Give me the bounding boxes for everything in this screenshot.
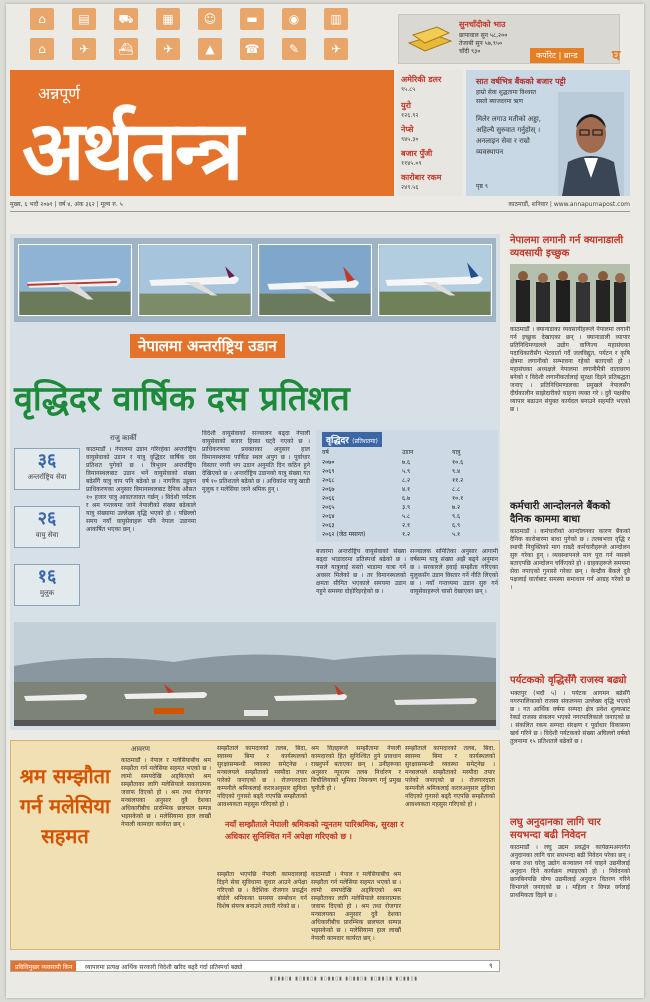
promo-sub: सस्तो ब्याजदरमा ऋण xyxy=(476,98,523,105)
story-body-column: बजारमा अन्तर्राष्ट्रिय वायुसेवाको संख्या बढ्दा भाडादरमा प्रतिस्पर्धा बढेको छ । यसले यात्रुलाई सस्तो भाडामा यात्रा गर्ने अवसर मिलेको छ । तर विमानस्थलको क्षमता सीमित भएकाले समयमा उडान नहुने समस्या दोहोरिइरहेको छ । xyxy=(316,548,406,595)
industry-icon: ▥ xyxy=(324,8,348,30)
factory-icon: ▦ xyxy=(156,8,180,30)
gold-bars-icon xyxy=(405,21,455,57)
story-kicker: नेपालमा अन्तर्राष्ट्रिय उडान xyxy=(130,334,285,358)
story-byline: राजु कार्की xyxy=(110,434,137,442)
growth-table xyxy=(316,430,498,542)
feature-body-column: सम्झौताले कामदारको तलब, बिदा, स्वास्थ्य बिमा र कार्यस्थलको सुरक्षासम्बन्धी व्यवस्था समेट्नेछ । मन्त्रालयले सम्झौताको मस्यौदा तयार पारेको जनाएको छ । रोजगारदाता कम्पनीले श्रमिकलाई करारअनुसार सुविधा नदिएको गुनासो बढ्दै गएपछि सम्झौताको आवश्यकता महसुस गरिएको हो । xyxy=(405,745,495,808)
ship-icon: ⛴ xyxy=(114,38,138,60)
side-story-headline: लघु अनुदानका लागि चार सयभन्दा बढी निवेदन xyxy=(510,817,601,841)
growth-icon: ▲ xyxy=(198,38,222,60)
people-icon: ☺ xyxy=(198,8,222,30)
side-story-headline: कर्मचारी आन्दोलनले बैंकको दैनिक काममा बाधा xyxy=(510,501,611,525)
stat-label: मुलुक xyxy=(39,589,55,597)
lead-story xyxy=(10,234,500,730)
feature-body-column: काठमाडौं । नेपाल र मलेसियाबीच श्रम सम्झौता गर्न मलेसिया सहमत भएको छ । लामो समयदेखि अड्किएको श्रम सम्झौताका लागि मलेसियाले सकारात्मक जवाफ दिएको हो । श्रम तथा रोजगार मन्त्रालयका अनुसार दुवै देशका अधिकारीबीच प्रारम्भिक छलफल सम्पन्न भइसकेको छ । मलेसियामा हाल लाखौं नेपाली कामदार कार्यरत छन् । xyxy=(311,871,401,942)
tools-icon: ✎ xyxy=(282,38,306,60)
promo-body: मिलेर लगाउ मतीको अड्डा, अहिल्यै सुरुवात गर्नुहोस् । अनलाइन सेवा र राम्रो व्यवस्थापन xyxy=(476,115,541,156)
side-story-headline: पर्यटकको वृद्धिसँगै राजस्व बढ्यो xyxy=(510,675,627,686)
promo-title: सात वर्षभित्र बैंकको बजार पट्टी xyxy=(476,77,566,86)
stat-label: वायु सेवा xyxy=(35,531,59,539)
truck-icon: ▬ xyxy=(240,8,264,30)
market-item: बजार पुँजी ११४५.०९ xyxy=(401,149,433,167)
gold-row: तेजाबी सुन ५७,९५० xyxy=(459,40,503,47)
feature-headline: श्रम सम्झौता गर्न मलेसिया सहमत xyxy=(19,764,111,848)
bank-icon: ⌂ xyxy=(30,38,54,60)
table-row: २०६३ २.१ ६.९ xyxy=(322,522,461,529)
table-row: २०६८ ८.२ ११.२ xyxy=(322,477,464,484)
dateline xyxy=(10,200,630,212)
masthead-title: अर्थतन्त्र xyxy=(22,103,241,199)
airplane-photo xyxy=(18,244,132,316)
story-headline: वृद्धिदर वार्षिक दस प्रतिशत xyxy=(14,379,350,419)
gold-row: छापावाल सुन ५८,२०० xyxy=(459,32,508,39)
masthead xyxy=(10,70,394,199)
table-row: २०६४ ५.८ ९.६ xyxy=(322,513,461,520)
market-indicators xyxy=(398,70,462,196)
stat-box xyxy=(14,448,80,490)
story-body-column: काठमाडौं । नेपालमा उडान गरिरहेका अन्तर्राष्ट्रिय वायुसेवाको उडान र यात्रु वृद्धिदर वार्षिक दस प्रतिशत पुगेको छ । त्रिभुवन अन्तर्राष्ट्रिय विमानस्थलबाट उडान भर्ने वायुसेवाको संख्या बढेसँगै यात्रु चाप पनि बढेको छ । नागरिक उड्डयन प्राधिकरणका अनुसार विमानस्थलबाट दैनिक औसत १० हजार यात्रु आवतजावत गर्छन् । विदेशी पर्यटक र श्रम गन्तव्यमा जाने नेपालीको संख्या बढेकाले यात्रु संख्यामा उल्लेख्य वृद्धि भएको हो । पछिल्लो समय नयाँ वायुसेवाहरू पनि नेपाल उडानमा आकर्षित भएका छन् । xyxy=(86,446,196,533)
stat-number: ३६ xyxy=(37,450,57,471)
side-story-body: काठमाडौं । लघु उद्यम प्रवर्द्धन कार्यक्रमअन्तर्गत अनुदानका लागि चार सयभन्दा बढी निवेदन परेका छन् । साना तथा घरेलु उद्योग सञ्चालन गर्न चाहने उद्यमीलाई अनुदान दिने कार्यक्रम ल्याइएको हो । निवेदनको छानबिनपछि योग्य उद्यमीलाई अनुदान वितरण गरिने विभागले जनाएको छ । महिला र विपन्न वर्गलाई प्राथमिकता दिइने छ । xyxy=(510,844,630,899)
side-story-body: काठमाडौं । क्यानाडाका व्यवसायीहरूले नेपालमा लगानी गर्न इच्छुक देखाएका छन् । क्यानाडाली व्यापार प्रतिनिधिमण्डलले उद्योग वाणिज्य महासंघका पदाधिकारीसँग भेटवार्ता गर्दै जलविद्युत, पर्यटन र कृषि क्षेत्रमा लगानीको सम्भावना रहेको बताएको हो । महासंघका अध्यक्षले नेपालमा लगानीमैत्री वातावरण बनेको र विदेशी लगानीकर्तालाई सुरक्षा दिइने प्रतिबद्धता जनाए । प्रतिनिधिमण्डलका प्रमुखले नेपालसँग दीर्घकालीन साझेदारीको चाहना व्यक्त गरे । दुवै पक्षबीच व्यापार बढाउन संयुक्त कार्यदल बनाउने सहमति भएको छ । xyxy=(510,326,630,413)
stat-number: २६ xyxy=(37,508,57,529)
side-story-body: काठमाडौं । कर्मचारीको आन्दोलनका कारण बैंकको दैनिक कारोबारमा बाधा पुगेको छ । तलबभत्ता वृद्धि र स्थायी नियुक्तिको माग राख्दै कर्मचारीहरूले आन्दोलन सुरु गरेका हुन् । व्यवस्थापनले माग पूरा गर्न नसक्ने बताएपछि आन्दोलन चर्किएको हो । ग्राहकहरूले समयमा सेवा नपाएको गुनासो गरेका छन् । केन्द्रीय बैंकले दुवै पक्षलाई वार्ताबाट समस्या समाधान गर्न आग्रह गरेको छ । xyxy=(510,528,630,591)
page-letter: घ xyxy=(612,48,621,64)
market-item: कारोबार रकम २४९.५६ xyxy=(401,173,442,191)
feature-label: आवरण xyxy=(131,745,150,753)
airplane-icon: ✈ xyxy=(324,38,348,60)
business-meeting-photo xyxy=(510,264,630,322)
feature-story xyxy=(10,740,500,950)
table-title: वृद्धिदर (प्रतिशतमा) xyxy=(322,432,382,447)
gold-row: चाँदी ९३० xyxy=(459,48,481,55)
table-row: २०७० ७.६ १०.६ xyxy=(322,459,464,466)
section-icons xyxy=(30,8,370,64)
footer-text: व्यापारमा प्रत्यक्ष आर्थिक सरकारी विदेशी खरिद बढ्दै गर्दा प्रतिस्पर्धा बढ्यो xyxy=(85,964,243,971)
home-icon: ⌂ xyxy=(30,8,54,30)
table-row: २०६९ ५.९ ९.४ xyxy=(322,468,461,475)
table-row: २०६२ (जेठ मसान्त) १.२ ५.१ xyxy=(322,531,461,538)
airplane-photo xyxy=(138,244,252,316)
corporate-tag: कर्पोरेट | ब्रान्ड xyxy=(530,48,584,63)
table-row: २०६७ ४.१ ८.८ xyxy=(322,486,461,493)
story-body-column: विदेशी वायुसेवाको सञ्चालन बढ्दा नेपाली वायुसेवाको बजार हिस्सा घट्दै गएको छ । प्राधिकरणका प्रवक्ताका अनुसार हाल विमानस्थलमा पार्किङ स्थल अपुग छ । पूर्वाधार विस्तार नगरी थप उडान अनुमति दिन कठिन हुने देखिएको छ । अन्तर्राष्ट्रिय उडानको यात्रु संख्या गत वर्ष १० प्रतिशतले बढेको छ । अधिकांश यात्रु खाडी मुलुक र मलेसिया जाने श्रमिक हुन् । xyxy=(202,430,310,493)
gold-title: सुनचाँदीको भाउ xyxy=(459,20,506,29)
story-body-column: सञ्चालक समितिका अनुसार आगामी वर्षसम्म यात्रु संख्या अझै बढ्ने अनुमान छ । सरकारले हवाई सम्झौता गरिएका मुलुकसँग उडान विस्तार गर्ने नीति लिएको छ । नयाँ गन्तव्यमा उडान सुरु गर्न वायुसेवाहरूले चासो देखाएका छन् । xyxy=(410,548,498,595)
cart-icon: ⛟ xyxy=(114,8,138,30)
feature-body-column: सम्झौताले कामदारको तलब, बिदा, स्वास्थ्य बिमा र कार्यस्थलको सुरक्षासम्बन्धी व्यवस्था समेट्नेछ । मन्त्रालयले सम्झौताको मस्यौदा तयार पारेको जनाएको छ । रोजगारदाता कम्पनीले श्रमिकलाई करारअनुसार सुविधा नदिएको गुनासो बढ्दै गएपछि सम्झौताको आवश्यकता महसुस गरिएको हो । xyxy=(217,745,307,808)
stat-box xyxy=(14,564,80,606)
airplane-photo xyxy=(378,244,492,316)
sidebar-column xyxy=(510,234,630,954)
feature-body-column: सम्झौता भएपछि नेपाली कामदारलाई दिइने सेवा सुविधामा सुधार आउने अपेक्षा गरिएको छ । वैदेशिक रोजगार प्रवर्द्धन बोर्डले श्रमिकका समस्या सम्बोधन गर्न विशेष संयन्त्र बनाउने तयारी गरेको छ । xyxy=(217,871,307,910)
chart-icon: ▤ xyxy=(72,8,96,30)
side-story-body: भक्तपुर (भदौ ५) । पर्यटक आगमन बढेसँगै नगरपालिकाको राजस्व संकलनमा उल्लेख्य वृद्धि भएको छ । गत आर्थिक वर्षमा सम्पदा क्षेत्र प्रवेश शुल्कबाट रेकर्ड राजस्व संकलन भएको नगरपालिकाले जनाएको छ । संकलित रकम सम्पदा संरक्षण र पूर्वाधार विकासमा खर्च गरिने छ । विदेशी पर्यटकको संख्या अघिल्लो वर्षको तुलनामा १५ प्रतिशतले बढेको छ । xyxy=(510,690,630,745)
airline-photo-strip xyxy=(14,238,496,322)
table-row: २०६५ ३.९ ७.२ xyxy=(322,504,461,511)
person-photo xyxy=(558,92,624,196)
feature-body-column: श्रम विज्ञहरूले सम्झौतामा नेपाली कामदारको हित सुनिश्चित हुने प्रावधान राख्नुपर्ने बताएका छन् । उनीहरूका अनुसार न्यूनतम तलब निर्धारण र बिचौलियाको भूमिका नियन्त्रण गर्नु प्रमुख चुनौती हो । xyxy=(311,745,401,792)
airport-apron-photo xyxy=(14,622,496,726)
page-number: ९ xyxy=(489,962,493,970)
airplane-photo xyxy=(258,244,372,316)
stat-label: अन्तर्राष्ट्रिय सेवा xyxy=(27,473,67,481)
phone-icon: ☎ xyxy=(240,38,264,60)
stat-number: १६ xyxy=(37,566,57,587)
stat-box xyxy=(14,506,80,548)
promo-sub: हाम्रो सेवा शुद्धतामा विश्वस्त xyxy=(476,89,537,96)
feature-body-column: काठमाडौं । नेपाल र मलेसियाबीच श्रम सम्झौता गर्न मलेसिया सहमत भएको छ । लामो समयदेखि अड्किएको श्रम सम्झौताका लागि मलेसियाले सकारात्मक जवाफ दिएको हो । श्रम तथा रोजगार मन्त्रालयका अनुसार दुवै देशका अधिकारीबीच प्रारम्भिक छलफल सम्पन्न भइसकेको छ । मलेसियामा हाल लाखौं नेपाली कामदार कार्यरत छन् । xyxy=(121,757,211,828)
gold-price-box xyxy=(398,14,620,64)
promo-box xyxy=(466,70,630,196)
feature-pull-quote: नयाँ सम्झौताले नेपाली श्रमिकको न्यूनतम पारिश्रमिक, सुरक्षा र अधिकार सुनिश्चित गर्ने अपेक्षा गरिएको छ । xyxy=(225,820,404,841)
table-header: वर्ष उडान यात्रु xyxy=(322,449,461,456)
walk-icon: ✈ xyxy=(72,38,96,60)
footer-tag: प्रविधिमुखर व्यवसायी किन xyxy=(11,961,76,971)
globe-icon: ◉ xyxy=(282,8,306,30)
market-item: अमेरिकी डलर ९५.८५ xyxy=(401,75,442,93)
market-item: नेप्से ९४५.३० xyxy=(401,125,419,143)
footer-bar xyxy=(10,960,500,972)
dateline-right: काठमाडौं, शनिवार | www.annapurnapost.com xyxy=(508,201,630,208)
side-story-headline: नेपालमा लगानी गर्न क्यानाडाली व्यवसायी इच्छुक xyxy=(510,235,624,259)
masthead-small-title: अन्नपूर्ण xyxy=(38,84,81,103)
plane-icon: ✈ xyxy=(156,38,180,60)
print-marks: ▮▯▮▮▯▮ ▮▯▮▮▯▮ ▮▯▮▮▯▮ ▮▯▮▮▯▮ ▮▯▮▮▯▮ ▮▯▮▮▯▮ xyxy=(270,976,418,982)
market-item: युरो १२६.९२ xyxy=(401,101,419,119)
dateline-left: मुख्य, ६ भदौ २०७१ | वर्ष ४, अंक ३६२ | मूल्य रु. ५ xyxy=(10,201,123,208)
table-row: २०६६ ६.७ १०.१ xyxy=(322,495,464,502)
promo-page: पृष्ठ ९ xyxy=(476,183,488,190)
